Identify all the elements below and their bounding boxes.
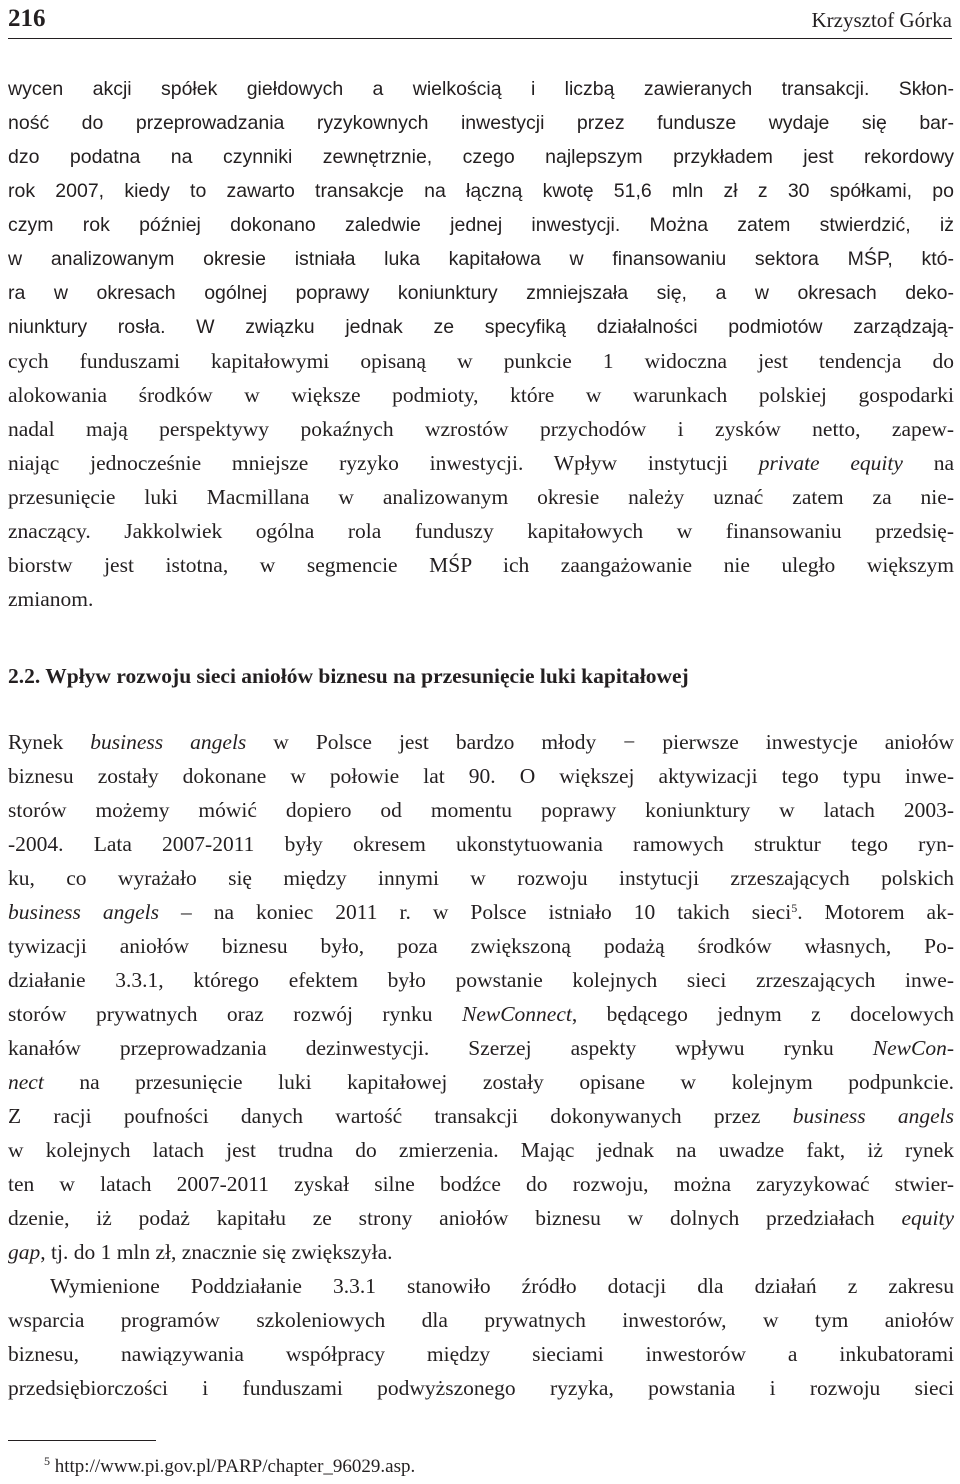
text-line: storów prywatnych oraz rozwój rynku NewConnect, będącego jednym z docelowych <box>8 1002 954 1026</box>
text-line: biznesu, nawiązywania współpracy między sieciami inwestorów a inkubatorami <box>8 1342 954 1366</box>
text-line: działanie 3.3.1, którego efektem było powstanie kolejnych sieci zrzeszających inwe- <box>8 968 954 992</box>
text-line: przesunięcie luki Macmillana w analizowanym okresie należy uznać zatem za nie- <box>8 485 954 509</box>
text-line: nadal mają perspektywy pokaźnych wzrostów przychodów i zysków netto, zapew- <box>8 417 954 441</box>
text-line: biznesu zostały dokonane w połowie lat 90. O większej aktywizacji tego typu inwe- <box>8 764 954 788</box>
text-line: ność do przeprowadzania ryzykownych inwestycji przez fundusze wydaje się bar- <box>8 112 954 134</box>
text-line: Rynek business angels w Polsce jest bardzo młody − pierwsze inwestycje aniołów <box>8 730 955 754</box>
text-line: business angels – na koniec 2011 r. w Polsce istniało 10 takich sieci$^5$. Motorem ak- <box>8 900 955 924</box>
text-line: ra w okresach ogólnej poprawy koniunktury zmniejszała się, a w okresach deko- <box>8 282 954 304</box>
paragraph-2 <box>8 725 954 1405</box>
page-header <box>8 4 952 39</box>
text-line: storów możemy mówić dopiero od momentu poprawy koniunktury w latach 2003- <box>8 798 954 822</box>
text-line: dzenie, iż podaż kapitału ze strony aniołów biznesu w dolnych przedziałach equity <box>8 1206 954 1230</box>
text-line: przedsiębiorczości i funduszami podwyższonego ryzyka, powstania i rozwoju sieci <box>8 1376 954 1400</box>
section-heading: 2.2. Wpływ rozwoju sieci aniołów biznesu na przesunięcie luki kapitałowej <box>8 664 689 688</box>
text-line: w kolejnych latach jest trudna do zmierzenia. Mając jednak na uwadze fakt, iż rynek <box>8 1138 954 1162</box>
text-line: Z racji poufności danych wartość transakcji dokonywanych przez business angels <box>8 1104 955 1128</box>
text-line: alokowania środków w większe podmioty, które w warunkach polskiej gospodarki <box>8 383 954 407</box>
text-line: -2004. Lata 2007-2011 były okresem ukonstytuowania ramowych struktur tego ryn- <box>8 832 954 856</box>
running-head-author: Krzysztof Górka <box>811 8 952 32</box>
footnote-link[interactable]: http://www.pi.gov.pl/PARP/chapter_96029.asp. <box>54 1456 416 1477</box>
text-line: ku, co wyrażało się między innymi w rozwoju instytucji zrzeszających polskich <box>8 866 954 890</box>
text-line: tywizacji aniołów biznesu było, poza zwiększoną podażą środków własnych, Po- <box>8 934 954 958</box>
text-line: cych funduszami kapitałowymi opisaną w punkcie 1 widoczna jest tendencja do <box>8 349 954 373</box>
footnote <box>44 1454 415 1480</box>
page-number: 216 <box>8 5 46 32</box>
text-line: niunktury rosła. W związku jednak ze specyfiką działalności podmiotów zarządzają- <box>8 316 954 338</box>
text-line: Wymienione Poddziałanie 3.3.1 stanowiło źródło dotacji dla działań z zakresu <box>50 1274 954 1298</box>
text-line: ten w latach 2007-2011 zyskał silne bodźce do rozwoju, można zaryzykować stwier- <box>8 1172 954 1196</box>
text-line: kanałów przeprowadzania dezinwestycji. Szerzej aspekty wpływu rynku NewCon- <box>8 1036 954 1060</box>
paragraph-1 <box>8 72 954 616</box>
text-line: nect na przesunięcie luki kapitałowej zostały opisane w kolejnym podpunkcie. <box>8 1070 954 1094</box>
text-line: dzo podatna na czynniki zewnętrznie, czego najlepszym przykładem jest rekordowy <box>8 146 954 168</box>
text-line: gap, tj. do 1 mln zł, znacznie się zwiększyła. <box>8 1240 393 1264</box>
text-line: w analizowanym okresie istniała luka kapitałowa w finansowaniu sektora MŚP, któ- <box>8 248 954 270</box>
text-line: wycen akcji spółek giełdowych a wielkością i liczbą zawieranych transakcji. Skłon- <box>8 78 954 100</box>
text-line: znaczący. Jakkolwiek ogólna rola funduszy kapitałowych w finansowaniu przedsię- <box>8 519 954 543</box>
text-line: wsparcia programów szkoleniowych dla prywatnych inwestorów, w tym aniołów <box>8 1308 954 1332</box>
text-line: rok 2007, kiedy to zawarto transakcje na łączną kwotę 51,6 mln zł z 30 spółkami, po <box>8 180 954 202</box>
text-line: czym rok później dokonano zaledwie jednej inwestycji. Można zatem stwierdzić, iż <box>8 214 954 236</box>
footnote-marker: 5 <box>44 1454 50 1468</box>
text-line: biorstw jest istotna, w segmencie MŚP ich zaangażowanie nie uległo większym <box>8 553 954 577</box>
footnote-rule <box>8 1440 156 1441</box>
text-line: zmianom. <box>8 587 94 611</box>
text-line: niając jednocześnie mniejsze ryzyko inwestycji. Wpływ instytucji private equity na <box>8 451 955 475</box>
